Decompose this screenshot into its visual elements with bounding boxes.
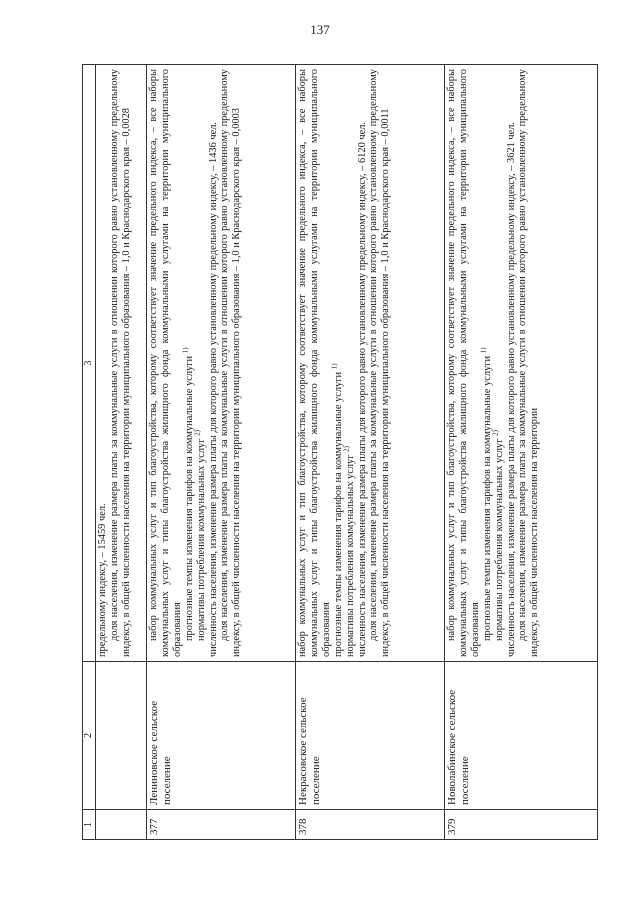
row-number: 379 [445, 810, 598, 840]
desc-line: доля населения, изменение размера платы за коммунальные услуги в отношении которого равно установленному предельному индексу, в общей численности населения на территории муниципального образования – 1,0 и Краснодарского края – 0,0028 [108, 69, 132, 657]
desc-paragraph: доля населения, изменение размера платы за коммунальные услуги в отношении которого равно установленному предельному индексу, в общей численности населения на территории муниципального образования – 1,0 и Краснодарского края – 0,0011 [368, 69, 392, 657]
rotated-table-wrapper [82, 65, 597, 840]
header-col-3: 3 [83, 65, 96, 662]
desc-paragraph: нормативы потребления коммунальных услуг $^{2)}$ [193, 430, 207, 641]
desc-paragraph: прогнозные темпы изменения тарифов на коммунальные услуги $^{1)}$ [181, 347, 195, 641]
settlement-name: Некрасовское сельское поселение [296, 662, 445, 810]
cell-description [147, 65, 296, 662]
row-number: 378 [296, 810, 445, 840]
desc-paragraph: набор коммунальных услуг и тип благоустройства, которому соответствует значение предельного индекса, – все наборы коммунальных услуг и типы благоустройства жилищного фонда коммунальными услугами на территории муниципального образования [297, 69, 332, 657]
table-row-continuation [96, 65, 147, 840]
desc-paragraph: набор коммунальных услуг и тип благоустройства, которому соответствует значение предельного индекса, – все наборы коммунальных услуг и типы благоустройства жилищного фонда коммунальными услугами на территории муниципального образования [446, 69, 481, 657]
row-number: 377 [147, 810, 296, 840]
cell-num [96, 810, 147, 840]
desc-line: предельному индексу, – 15459 чел. [97, 503, 108, 657]
page-number: 137 [310, 22, 330, 37]
desc-paragraph: доля населения, изменение размера платы за коммунальные услуги в отношении которого равно установленному предельному индексу, в общей численности населения на территории муниципального образования – 1,0 и Краснодарского края – 0,0003 [219, 69, 243, 657]
desc-paragraph: доля населения, изменение размера платы за коммунальные услуги в отношении которого равно установленному предельному индексу, в общей численности населения на территории [517, 69, 541, 657]
table-canvas [82, 65, 597, 840]
municipal-index-table [82, 64, 598, 840]
desc-paragraph: численность населения, изменение размера платы для которого равно установленному предельному индексу, – 6120 чел. [356, 121, 368, 657]
header-col-1: 1 [83, 810, 96, 840]
desc-paragraph: нормативы потребления коммунальных услуг $^{2)}$ [491, 430, 505, 641]
desc-paragraph: численность населения, изменение размера платы для которого равно установленному предельному индексу, – 3621 чел. [505, 121, 517, 657]
table-row [296, 65, 445, 840]
settlement-name: Лениновское сельское поселение [147, 662, 296, 810]
desc-paragraph: прогнозные темпы изменения тарифов на коммунальные услуги $^{1)}$ [479, 347, 493, 641]
header-col-2: 2 [83, 662, 96, 810]
cell-description [296, 65, 445, 662]
cell-description [96, 65, 147, 662]
table-row [147, 65, 296, 840]
table-row [445, 65, 598, 840]
desc-paragraph: численность населения, изменение размера платы для которого равно установленному предельному индексу, – 1436 чел. [207, 121, 219, 657]
desc-paragraph: прогнозные темпы изменения тарифов на коммунальные услуги $^{1)}$ [330, 363, 344, 657]
desc-paragraph: набор коммунальных услуг и тип благоустройства, которому соответствует значение предельного индекса, – все наборы коммунальных услуг и типы благоустройства жилищного фонда коммунальными услугами на территории муниципального образования [148, 69, 183, 657]
cell-name [96, 662, 147, 810]
cell-description [445, 65, 598, 662]
desc-paragraph: нормативы потребления коммунальных услуг $^{2)}$ [342, 446, 356, 657]
settlement-name: Новолабинское сельское поселение [445, 662, 598, 810]
table-header-row [83, 65, 96, 840]
